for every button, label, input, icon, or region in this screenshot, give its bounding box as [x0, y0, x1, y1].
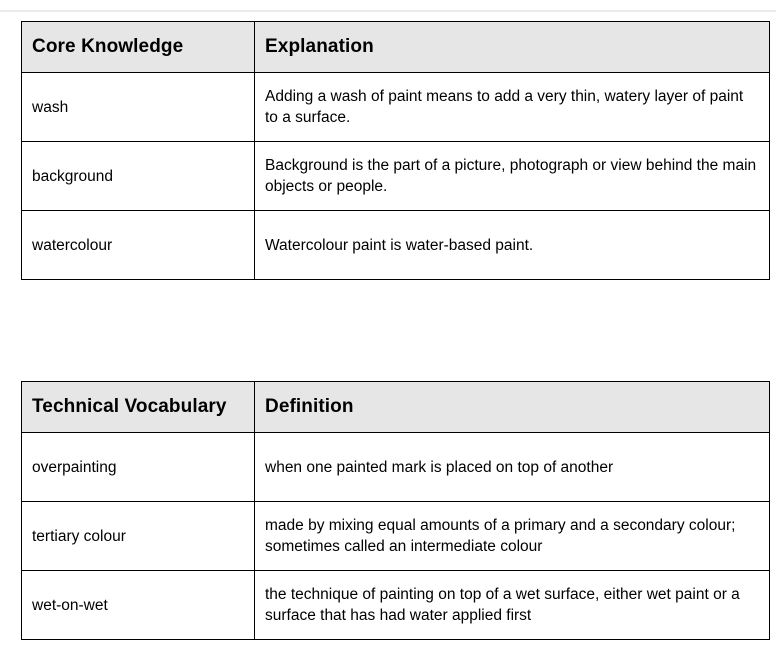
- term-cell: wash: [22, 73, 255, 142]
- table-row: [22, 571, 770, 640]
- term-cell: tertiary colour: [22, 502, 255, 571]
- term-cell: background: [22, 142, 255, 211]
- column-header-explanation: Explanation: [255, 22, 770, 73]
- core-knowledge-table: [21, 21, 770, 280]
- explanation-cell: Watercolour paint is water-based paint.: [255, 211, 770, 280]
- definition-cell: when one painted mark is placed on top of another: [255, 433, 770, 502]
- table-row: [22, 73, 770, 142]
- table-row: [22, 433, 770, 502]
- definition-cell: made by mixing equal amounts of a primary and a secondary colour; sometimes called an intermediate colour: [255, 502, 770, 571]
- term-cell: overpainting: [22, 433, 255, 502]
- column-header-technical-vocabulary: Technical Vocabulary: [22, 382, 255, 433]
- term-cell: watercolour: [22, 211, 255, 280]
- term-cell: wet-on-wet: [22, 571, 255, 640]
- explanation-cell: Background is the part of a picture, photograph or view behind the main objects or people.: [255, 142, 770, 211]
- table-row: [22, 142, 770, 211]
- column-header-core-knowledge: Core Knowledge: [22, 22, 255, 73]
- technical-vocabulary-table: [21, 381, 770, 640]
- table-row: [22, 502, 770, 571]
- explanation-cell: Adding a wash of paint means to add a very thin, watery layer of paint to a surface.: [255, 73, 770, 142]
- table-header-row: [22, 382, 770, 433]
- table-row: [22, 211, 770, 280]
- definition-cell: the technique of painting on top of a wet surface, either wet paint or a surface that has had water applied first: [255, 571, 770, 640]
- page-top-rule: [0, 10, 776, 12]
- table-header-row: [22, 22, 770, 73]
- column-header-definition: Definition: [255, 382, 770, 433]
